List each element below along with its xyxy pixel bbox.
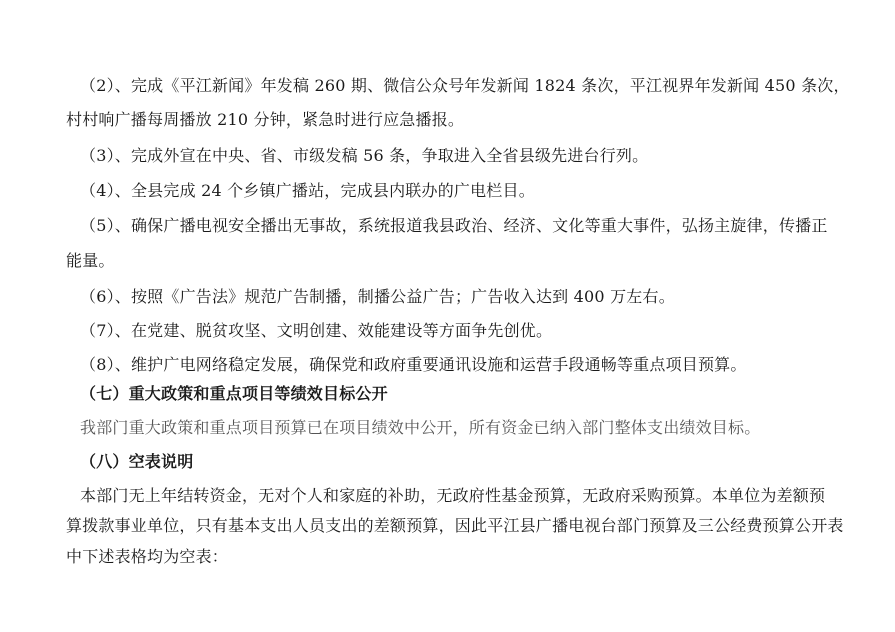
item-5-line-2: 能量。 xyxy=(66,251,115,270)
section-7-heading: （七）重大政策和重点项目等绩效目标公开 xyxy=(80,384,388,403)
section-8-body-line-1: 本部门无上年结转资金，无对个人和家庭的补助，无政府性基金预算，无政府采购预算。本单位为差额预 xyxy=(80,486,826,505)
item-2-line-2: 村村响广播每周播放 210 分钟，紧急时进行应急播报。 xyxy=(66,110,465,129)
item-2-line-1: （2）、完成《平江新闻》年发稿 260 期、微信公众号年发新闻 1824 条次，平江视界年发新闻 450 条次， xyxy=(80,76,850,95)
section-7-body: 我部门重大政策和重点项目预算已在项目绩效中公开，所有资金已纳入部门整体支出绩效目标。 xyxy=(80,418,761,437)
item-3: （3）、完成外宣在中央、省、市级发稿 56 条，争取进入全省县级先进台行列。 xyxy=(80,146,649,165)
item-8: （8）、维护广电网络稳定发展，确保党和政府重要通讯设施和运营手段通畅等重点项目预算。 xyxy=(80,355,747,374)
item-7: （7）、在党建、脱贫攻坚、文明创建、效能建设等方面争先创优。 xyxy=(80,321,553,340)
item-6: （6）、按照《广告法》规范广告制播，制播公益广告；广告收入达到 400 万左右。 xyxy=(80,287,675,306)
section-8-body-line-2: 算拨款事业单位，只有基本支出人员支出的差额预算，因此平江县广播电视台部门预算及三公经费预算公开表 xyxy=(66,516,844,535)
section-8-heading: （八）空表说明 xyxy=(80,452,194,471)
section-8-body-line-3: 中下述表格均为空表： xyxy=(66,547,229,566)
item-4: （4）、全县完成 24 个乡镇广播站，完成县内联办的广电栏目。 xyxy=(80,181,535,200)
item-5-line-1: （5）、确保广播电视安全播出无事故，系统报道我县政治、经济、文化等重大事件，弘扬主旋律，传播正 xyxy=(80,216,828,235)
